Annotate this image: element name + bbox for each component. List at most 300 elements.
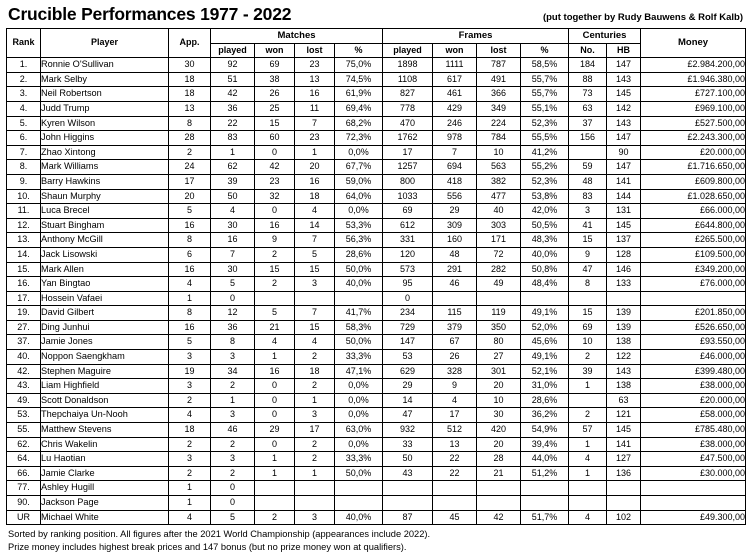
cell-player: Kyren Wilson xyxy=(41,116,169,131)
cell-money: £66.000,00 xyxy=(641,204,746,219)
cell-cno: 184 xyxy=(569,58,607,73)
cell-app: 8 xyxy=(169,233,211,248)
cell-mw: 2 xyxy=(255,510,295,525)
cell-money: £1.716.650,00 xyxy=(641,160,746,175)
cell-ml: 3 xyxy=(295,408,335,423)
cell-rank: 53. xyxy=(7,408,41,423)
table-row xyxy=(7,87,746,102)
cell-player: Stuart Bingham xyxy=(41,218,169,233)
cell-ml: 23 xyxy=(295,58,335,73)
cell-player: Jamie Jones xyxy=(41,335,169,350)
cell-fpct: 45,6% xyxy=(521,335,569,350)
table-row xyxy=(7,131,746,146)
cell-cno: 73 xyxy=(569,87,607,102)
cell-fpct: 28,6% xyxy=(521,393,569,408)
cell-ml: 4 xyxy=(295,204,335,219)
cell-fp: 33 xyxy=(383,437,433,452)
cell-fw: 978 xyxy=(433,131,477,146)
cell-app: 6 xyxy=(169,247,211,262)
cell-mpct: 50,0% xyxy=(335,262,383,277)
cell-mp: 5 xyxy=(211,277,255,292)
cell-app: 16 xyxy=(169,262,211,277)
table-row xyxy=(7,423,746,438)
cell-ml: 2 xyxy=(295,452,335,467)
cell-mw xyxy=(255,481,295,496)
cell-cno: 1 xyxy=(569,466,607,481)
cell-fp: 147 xyxy=(383,335,433,350)
cell-mw: 0 xyxy=(255,437,295,452)
cell-mp: 1 xyxy=(211,145,255,160)
cell-mw: 16 xyxy=(255,218,295,233)
cell-player: Ronnie O'Sullivan xyxy=(41,58,169,73)
cell-chb: 143 xyxy=(607,72,641,87)
cell-money: £38.000,00 xyxy=(641,437,746,452)
cell-app: 28 xyxy=(169,131,211,146)
cell-rank: 3. xyxy=(7,87,41,102)
cell-money xyxy=(641,481,746,496)
cell-app: 19 xyxy=(169,364,211,379)
cell-rank: 90. xyxy=(7,496,41,511)
cell-fw xyxy=(433,481,477,496)
cell-mpct: 68,2% xyxy=(335,116,383,131)
cell-fp: 14 xyxy=(383,393,433,408)
cell-app: 3 xyxy=(169,350,211,365)
cell-fp: 1257 xyxy=(383,160,433,175)
cell-cno: 2 xyxy=(569,408,607,423)
cell-fl: 28 xyxy=(477,452,521,467)
cell-mp: 7 xyxy=(211,247,255,262)
cell-fp xyxy=(383,481,433,496)
table-row xyxy=(7,204,746,219)
cell-player: Matthew Stevens xyxy=(41,423,169,438)
cell-mpct: 63,0% xyxy=(335,423,383,438)
cell-mpct xyxy=(335,291,383,306)
cell-mw: 69 xyxy=(255,58,295,73)
table-row xyxy=(7,350,746,365)
cell-chb: 133 xyxy=(607,277,641,292)
cell-fp: 47 xyxy=(383,408,433,423)
cell-cno: 15 xyxy=(569,233,607,248)
cell-chb: 147 xyxy=(607,58,641,73)
column-header-matches-played: played xyxy=(211,43,255,58)
cell-fp: 331 xyxy=(383,233,433,248)
cell-money: £2.243.300,00 xyxy=(641,131,746,146)
cell-chb: 143 xyxy=(607,116,641,131)
column-group-centuries: Centuries xyxy=(569,29,641,44)
cell-mpct: 64,0% xyxy=(335,189,383,204)
cell-money xyxy=(641,291,746,306)
cell-fp: 729 xyxy=(383,320,433,335)
cell-app: 18 xyxy=(169,72,211,87)
cell-fw: 694 xyxy=(433,160,477,175)
cell-mpct: 47,1% xyxy=(335,364,383,379)
cell-rank: 2. xyxy=(7,72,41,87)
cell-chb xyxy=(607,496,641,511)
cell-app: 18 xyxy=(169,87,211,102)
cell-fl xyxy=(477,496,521,511)
cell-mw: 0 xyxy=(255,393,295,408)
cell-mp: 30 xyxy=(211,262,255,277)
cell-mp: 0 xyxy=(211,481,255,496)
cell-fpct: 55,2% xyxy=(521,160,569,175)
cell-rank: 16. xyxy=(7,277,41,292)
table-row xyxy=(7,247,746,262)
cell-fl: 119 xyxy=(477,306,521,321)
cell-cno: 9 xyxy=(569,247,607,262)
cell-cno xyxy=(569,481,607,496)
cell-fp: 17 xyxy=(383,145,433,160)
cell-mpct: 67,7% xyxy=(335,160,383,175)
cell-mpct: 75,0% xyxy=(335,58,383,73)
cell-fpct: 52,3% xyxy=(521,116,569,131)
cell-fp: 1033 xyxy=(383,189,433,204)
performances-table xyxy=(6,28,746,525)
cell-mp: 2 xyxy=(211,437,255,452)
column-header-money: Money xyxy=(641,29,746,58)
cell-ml xyxy=(295,481,335,496)
cell-fw: 160 xyxy=(433,233,477,248)
table-group-header-row xyxy=(7,29,746,44)
footnote-1: Sorted by ranking position. All figures after the 2021 World Championship (appearances include 2022). xyxy=(8,529,431,540)
cell-money: £609.800,00 xyxy=(641,174,746,189)
cell-fw: 45 xyxy=(433,510,477,525)
cell-fpct xyxy=(521,291,569,306)
cell-fl: 784 xyxy=(477,131,521,146)
cell-money: £399.480,00 xyxy=(641,364,746,379)
cell-fp: 612 xyxy=(383,218,433,233)
cell-mp: 0 xyxy=(211,291,255,306)
cell-fpct: 41,2% xyxy=(521,145,569,160)
cell-rank: 14. xyxy=(7,247,41,262)
cell-chb: 147 xyxy=(607,131,641,146)
cell-ml: 2 xyxy=(295,350,335,365)
column-header-player: Player xyxy=(41,29,169,58)
cell-fp: 827 xyxy=(383,87,433,102)
cell-fp: 120 xyxy=(383,247,433,262)
cell-rank: 10. xyxy=(7,189,41,204)
cell-mpct: 0,0% xyxy=(335,393,383,408)
cell-mp: 0 xyxy=(211,496,255,511)
column-header-frames-lost: lost xyxy=(477,43,521,58)
cell-chb: 145 xyxy=(607,423,641,438)
cell-rank: 15. xyxy=(7,262,41,277)
cell-fpct: 31,0% xyxy=(521,379,569,394)
cell-chb: 90 xyxy=(607,145,641,160)
cell-fw: 617 xyxy=(433,72,477,87)
cell-mw: 0 xyxy=(255,379,295,394)
cell-money: £969.100,00 xyxy=(641,101,746,116)
cell-rank: 4. xyxy=(7,101,41,116)
cell-mw: 38 xyxy=(255,72,295,87)
cell-ml: 7 xyxy=(295,306,335,321)
cell-app: 24 xyxy=(169,160,211,175)
cell-mp: 42 xyxy=(211,87,255,102)
cell-mp: 16 xyxy=(211,233,255,248)
cell-player: Mark Williams xyxy=(41,160,169,175)
cell-cno: 48 xyxy=(569,174,607,189)
cell-app: 13 xyxy=(169,101,211,116)
cell-player: Shaun Murphy xyxy=(41,189,169,204)
cell-cno: 83 xyxy=(569,189,607,204)
cell-money: £20.000,00 xyxy=(641,393,746,408)
cell-app: 2 xyxy=(169,437,211,452)
cell-mw: 16 xyxy=(255,364,295,379)
table-row xyxy=(7,481,746,496)
cell-mw: 0 xyxy=(255,145,295,160)
cell-fp: 573 xyxy=(383,262,433,277)
cell-rank: 27. xyxy=(7,320,41,335)
cell-mp: 46 xyxy=(211,423,255,438)
cell-fp: 43 xyxy=(383,466,433,481)
cell-mp: 92 xyxy=(211,58,255,73)
cell-mw: 4 xyxy=(255,335,295,350)
cell-fp: 87 xyxy=(383,510,433,525)
cell-ml: 17 xyxy=(295,423,335,438)
cell-money: £38.000,00 xyxy=(641,379,746,394)
cell-chb: 63 xyxy=(607,393,641,408)
cell-fl: 491 xyxy=(477,72,521,87)
table-row xyxy=(7,277,746,292)
table-row xyxy=(7,364,746,379)
cell-cno: 4 xyxy=(569,452,607,467)
cell-fpct: 44,0% xyxy=(521,452,569,467)
cell-mp: 4 xyxy=(211,204,255,219)
cell-fw: 22 xyxy=(433,466,477,481)
table-row xyxy=(7,189,746,204)
cell-mw: 15 xyxy=(255,116,295,131)
table-row xyxy=(7,437,746,452)
cell-app: 30 xyxy=(169,58,211,73)
cell-fw: 246 xyxy=(433,116,477,131)
cell-fw: 48 xyxy=(433,247,477,262)
cell-app: 1 xyxy=(169,291,211,306)
cell-fp: 29 xyxy=(383,379,433,394)
cell-fpct: 51,7% xyxy=(521,510,569,525)
cell-money xyxy=(641,496,746,511)
cell-cno: 2 xyxy=(569,350,607,365)
table-row xyxy=(7,306,746,321)
cell-mpct: 0,0% xyxy=(335,437,383,452)
cell-chb: 145 xyxy=(607,87,641,102)
cell-app: 3 xyxy=(169,452,211,467)
cell-money: £265.500,00 xyxy=(641,233,746,248)
cell-fpct: 36,2% xyxy=(521,408,569,423)
cell-fl: 303 xyxy=(477,218,521,233)
cell-money: £1.946.380,00 xyxy=(641,72,746,87)
cell-player: Thepchaiya Un-Nooh xyxy=(41,408,169,423)
cell-player: Jackson Page xyxy=(41,496,169,511)
cell-rank: 5. xyxy=(7,116,41,131)
cell-mp: 36 xyxy=(211,320,255,335)
cell-rank: 40. xyxy=(7,350,41,365)
cell-fw: 291 xyxy=(433,262,477,277)
credit-line: (put together by Rudy Bauwens & Rolf Kalb) xyxy=(542,12,743,23)
cell-player: Luca Brecel xyxy=(41,204,169,219)
cell-chb: 131 xyxy=(607,204,641,219)
cell-fw: 309 xyxy=(433,218,477,233)
column-header-app: App. xyxy=(169,29,211,58)
table-row xyxy=(7,218,746,233)
cell-money: £1.028.650,00 xyxy=(641,189,746,204)
cell-mw: 23 xyxy=(255,174,295,189)
cell-player: Noppon Saengkham xyxy=(41,350,169,365)
cell-fpct xyxy=(521,496,569,511)
document-header xyxy=(6,4,745,28)
cell-cno: 37 xyxy=(569,116,607,131)
cell-fp: 470 xyxy=(383,116,433,131)
cell-fl xyxy=(477,481,521,496)
cell-money: £58.000,00 xyxy=(641,408,746,423)
cell-fpct: 51,2% xyxy=(521,466,569,481)
table-row xyxy=(7,233,746,248)
cell-rank: 13. xyxy=(7,233,41,248)
cell-fpct: 53,8% xyxy=(521,189,569,204)
cell-mpct: 40,0% xyxy=(335,277,383,292)
cell-ml: 18 xyxy=(295,189,335,204)
cell-mw: 26 xyxy=(255,87,295,102)
cell-money: £201.850,00 xyxy=(641,306,746,321)
cell-app: 2 xyxy=(169,393,211,408)
cell-player: Hossein Vafaei xyxy=(41,291,169,306)
cell-app: 5 xyxy=(169,204,211,219)
cell-chb: 138 xyxy=(607,335,641,350)
cell-chb: 142 xyxy=(607,101,641,116)
cell-cno: 1 xyxy=(569,379,607,394)
cell-player: Lu Haotian xyxy=(41,452,169,467)
table-row xyxy=(7,335,746,350)
cell-cno: 47 xyxy=(569,262,607,277)
cell-ml: 3 xyxy=(295,510,335,525)
cell-mpct: 50,0% xyxy=(335,335,383,350)
cell-chb xyxy=(607,291,641,306)
cell-chb: 139 xyxy=(607,320,641,335)
cell-ml: 15 xyxy=(295,320,335,335)
cell-mpct: 58,3% xyxy=(335,320,383,335)
cell-ml: 2 xyxy=(295,379,335,394)
cell-fw: 418 xyxy=(433,174,477,189)
cell-mpct: 59,0% xyxy=(335,174,383,189)
table-row xyxy=(7,408,746,423)
cell-fl: 420 xyxy=(477,423,521,438)
cell-fw: 328 xyxy=(433,364,477,379)
cell-mw: 25 xyxy=(255,101,295,116)
cell-mp: 83 xyxy=(211,131,255,146)
cell-rank: 66. xyxy=(7,466,41,481)
cell-rank: 11. xyxy=(7,204,41,219)
cell-mw: 15 xyxy=(255,262,295,277)
cell-chb: 146 xyxy=(607,262,641,277)
cell-fp: 1762 xyxy=(383,131,433,146)
cell-mw: 1 xyxy=(255,350,295,365)
cell-ml: 15 xyxy=(295,262,335,277)
cell-rank: 17. xyxy=(7,291,41,306)
cell-money: £20.000,00 xyxy=(641,145,746,160)
cell-app: 8 xyxy=(169,306,211,321)
cell-rank: 19. xyxy=(7,306,41,321)
table-row xyxy=(7,393,746,408)
column-header-centuries-no: No. xyxy=(569,43,607,58)
cell-mw: 32 xyxy=(255,189,295,204)
cell-cno xyxy=(569,393,607,408)
cell-fp: 778 xyxy=(383,101,433,116)
cell-fw: 9 xyxy=(433,379,477,394)
cell-ml: 7 xyxy=(295,233,335,248)
cell-mw: 0 xyxy=(255,204,295,219)
cell-cno: 88 xyxy=(569,72,607,87)
cell-ml: 2 xyxy=(295,437,335,452)
table-head xyxy=(7,29,746,58)
cell-mp: 1 xyxy=(211,393,255,408)
cell-mw: 42 xyxy=(255,160,295,175)
cell-chb: 144 xyxy=(607,189,641,204)
cell-ml: 16 xyxy=(295,87,335,102)
column-header-rank: Rank xyxy=(7,29,41,58)
cell-player: Anthony McGill xyxy=(41,233,169,248)
cell-chb: 138 xyxy=(607,379,641,394)
cell-mpct: 69,4% xyxy=(335,101,383,116)
cell-mp: 2 xyxy=(211,466,255,481)
cell-money: £46.000,00 xyxy=(641,350,746,365)
cell-mw: 2 xyxy=(255,247,295,262)
cell-rank: 49. xyxy=(7,393,41,408)
cell-fw: 13 xyxy=(433,437,477,452)
cell-fp: 0 xyxy=(383,291,433,306)
cell-mp: 50 xyxy=(211,189,255,204)
cell-app: 4 xyxy=(169,277,211,292)
cell-cno: 8 xyxy=(569,277,607,292)
cell-fw xyxy=(433,496,477,511)
cell-fw: 429 xyxy=(433,101,477,116)
cell-mpct: 50,0% xyxy=(335,466,383,481)
cell-cno: 3 xyxy=(569,204,607,219)
cell-fpct: 55,1% xyxy=(521,101,569,116)
cell-mp: 22 xyxy=(211,116,255,131)
cell-fl: 563 xyxy=(477,160,521,175)
cell-rank: 42. xyxy=(7,364,41,379)
cell-ml: 14 xyxy=(295,218,335,233)
cell-fl: 72 xyxy=(477,247,521,262)
cell-cno: 69 xyxy=(569,320,607,335)
cell-mpct: 41,7% xyxy=(335,306,383,321)
cell-fl: 10 xyxy=(477,145,521,160)
cell-mpct: 28,6% xyxy=(335,247,383,262)
cell-player: Mark Selby xyxy=(41,72,169,87)
cell-fpct: 39,4% xyxy=(521,437,569,452)
cell-money: £527.500,00 xyxy=(641,116,746,131)
table-row xyxy=(7,116,746,131)
cell-fw: 67 xyxy=(433,335,477,350)
cell-fpct: 50,8% xyxy=(521,262,569,277)
table-row xyxy=(7,496,746,511)
cell-rank: 77. xyxy=(7,481,41,496)
cell-money: £30.000,00 xyxy=(641,466,746,481)
cell-fl: 20 xyxy=(477,437,521,452)
cell-chb: 122 xyxy=(607,350,641,365)
cell-player: Stephen Maguire xyxy=(41,364,169,379)
cell-rank: 64. xyxy=(7,452,41,467)
cell-fw: 379 xyxy=(433,320,477,335)
cell-mp: 51 xyxy=(211,72,255,87)
cell-fpct xyxy=(521,481,569,496)
cell-money: £526.650,00 xyxy=(641,320,746,335)
cell-mp: 3 xyxy=(211,350,255,365)
cell-fl: 477 xyxy=(477,189,521,204)
cell-cno: 1 xyxy=(569,437,607,452)
cell-mp: 2 xyxy=(211,379,255,394)
cell-mw: 0 xyxy=(255,408,295,423)
cell-cno: 41 xyxy=(569,218,607,233)
cell-fl: 366 xyxy=(477,87,521,102)
